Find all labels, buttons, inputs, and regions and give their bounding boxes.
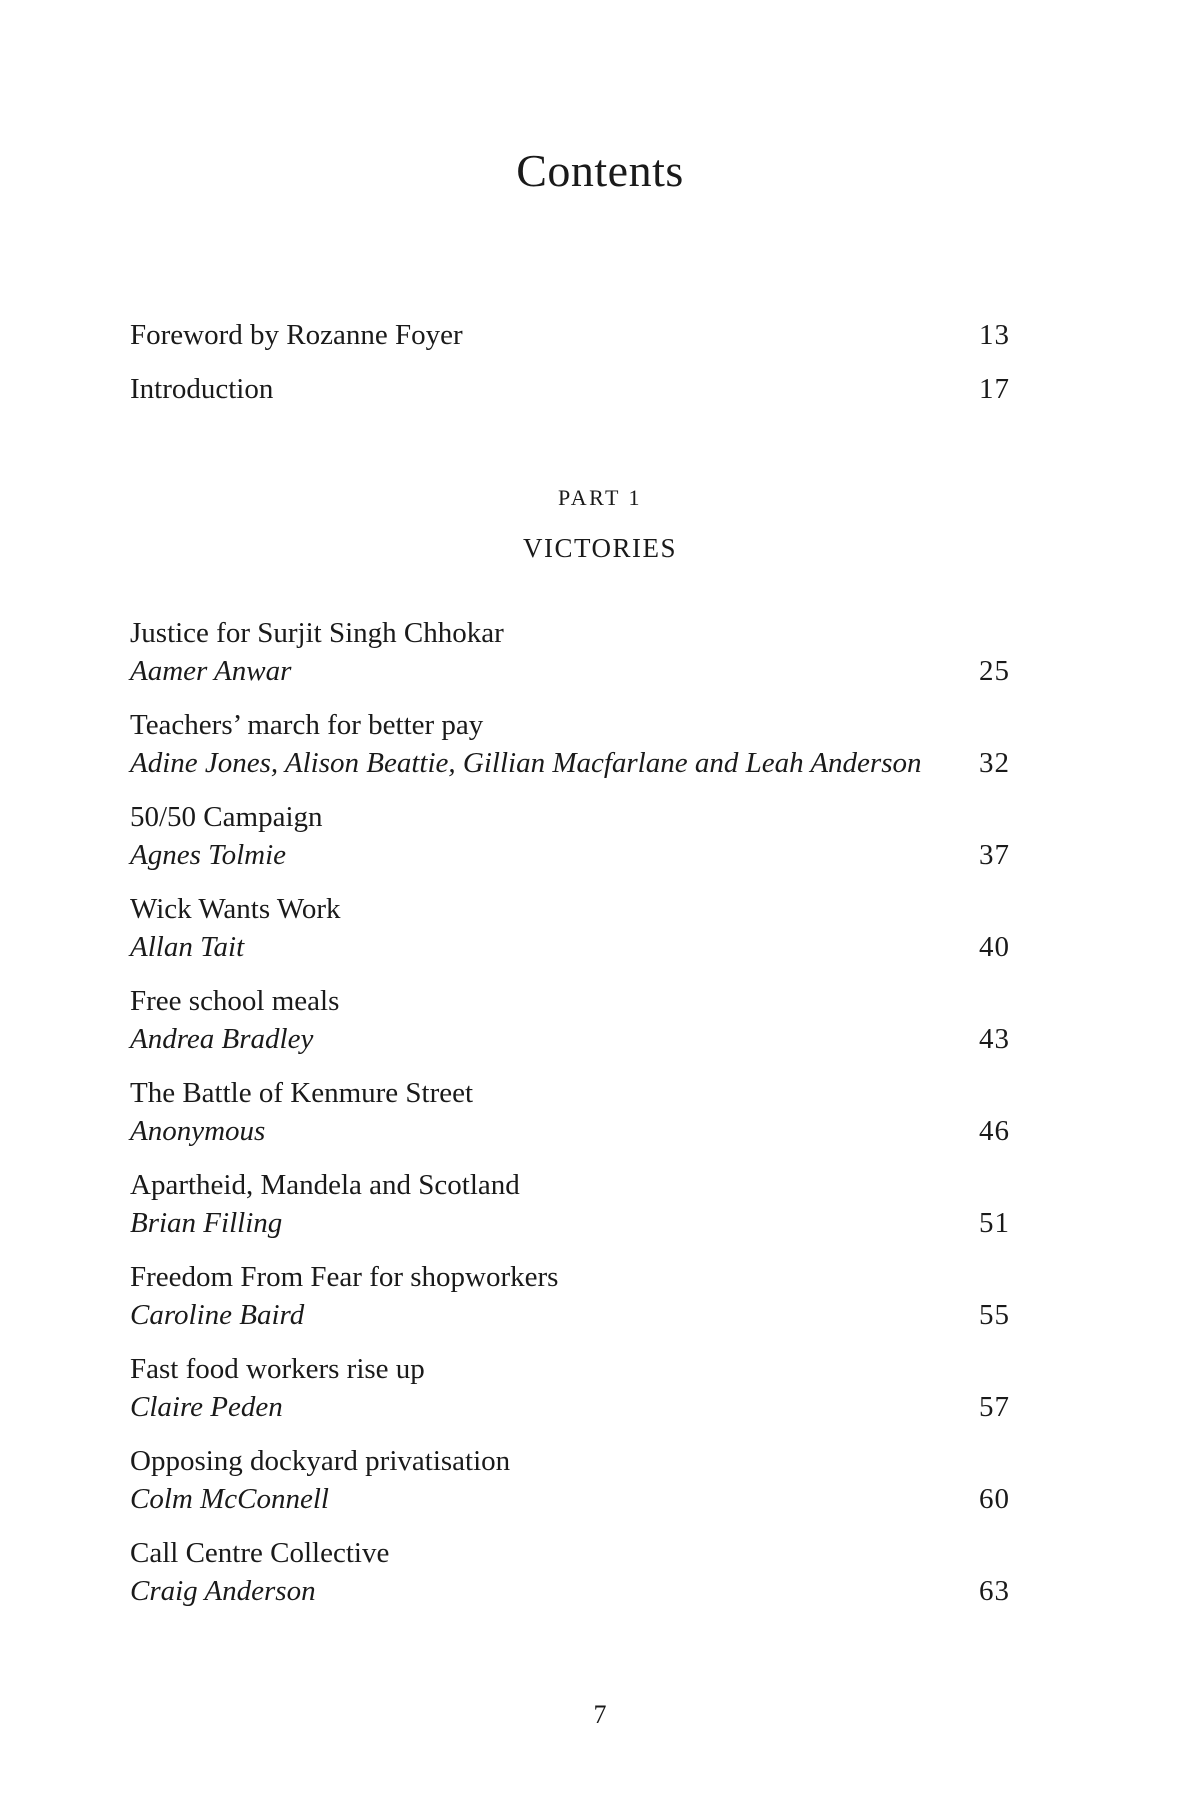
entry-author: Craig Anderson	[130, 1575, 316, 1607]
entry-title: Wick Wants Work	[130, 893, 341, 925]
page-folio: 7	[593, 1700, 607, 1729]
entry-title: Fast food workers rise up	[130, 1353, 425, 1385]
entry-title: Introduction	[130, 373, 274, 405]
page-number: 55	[979, 1299, 1010, 1331]
page-number: 37	[979, 839, 1010, 871]
page-number: 13	[979, 319, 1010, 351]
entry-author: Agnes Tolmie	[130, 839, 287, 871]
contents-entry[interactable]	[130, 1534, 1010, 1626]
entry-title: Call Centre Collective	[130, 1537, 390, 1569]
part-heading	[0, 478, 1200, 568]
contents-entry[interactable]	[130, 1166, 1010, 1258]
contents-entry[interactable]	[130, 614, 1010, 706]
contents-entry[interactable]	[130, 1350, 1010, 1442]
page-number: 51	[979, 1207, 1010, 1239]
page-number: 60	[979, 1483, 1010, 1515]
page-number: 25	[979, 655, 1010, 687]
front-matter-list	[130, 308, 1010, 416]
page-title: Contents	[516, 145, 684, 196]
contents-list	[130, 614, 1010, 1626]
page-number: 63	[979, 1575, 1010, 1607]
entry-author: Anonymous	[130, 1115, 266, 1147]
front-matter-item-introduction[interactable]	[130, 362, 1010, 416]
page-number: 17	[979, 373, 1010, 405]
entry-title: Foreword by Rozanne Foyer	[130, 319, 463, 351]
contents-entry[interactable]	[130, 706, 1010, 798]
part-label: PART 1	[558, 485, 642, 510]
entry-title: Freedom From Fear for shopworkers	[130, 1261, 559, 1293]
entry-title: Justice for Surjit Singh Chhokar	[130, 617, 504, 649]
entry-author: Colm McConnell	[130, 1483, 329, 1515]
contents-entry[interactable]	[130, 1442, 1010, 1534]
page-number: 46	[979, 1115, 1010, 1147]
entry-title: Teachers’ march for better pay	[130, 709, 484, 741]
contents-entry[interactable]	[130, 890, 1010, 982]
entry-title: 50/50 Campaign	[130, 801, 323, 833]
contents-entry[interactable]	[130, 798, 1010, 890]
entry-author: Caroline Baird	[130, 1299, 305, 1331]
entry-author: Adine Jones, Alison Beattie, Gillian Macfarlane and Leah Anderson	[130, 747, 922, 779]
entry-author: Claire Peden	[130, 1391, 283, 1423]
front-matter-item-foreword[interactable]	[130, 308, 1010, 362]
entry-title: Apartheid, Mandela and Scotland	[130, 1169, 520, 1201]
page-number: 57	[979, 1391, 1010, 1423]
page-number: 40	[979, 931, 1010, 963]
part-title: VICTORIES	[522, 533, 677, 563]
entry-title: Free school meals	[130, 985, 340, 1017]
page-number: 32	[979, 747, 1010, 779]
entry-author: Brian Filling	[130, 1207, 283, 1239]
entry-title: Opposing dockyard privatisation	[130, 1445, 511, 1477]
entry-author: Aamer Anwar	[130, 655, 292, 687]
entry-author: Allan Tait	[130, 931, 245, 963]
contents-entry[interactable]	[130, 1074, 1010, 1166]
contents-entry[interactable]	[130, 982, 1010, 1074]
page-number: 43	[979, 1023, 1010, 1055]
entry-author: Andrea Bradley	[130, 1023, 314, 1055]
entry-title: The Battle of Kenmure Street	[130, 1077, 474, 1109]
contents-entry[interactable]	[130, 1258, 1010, 1350]
